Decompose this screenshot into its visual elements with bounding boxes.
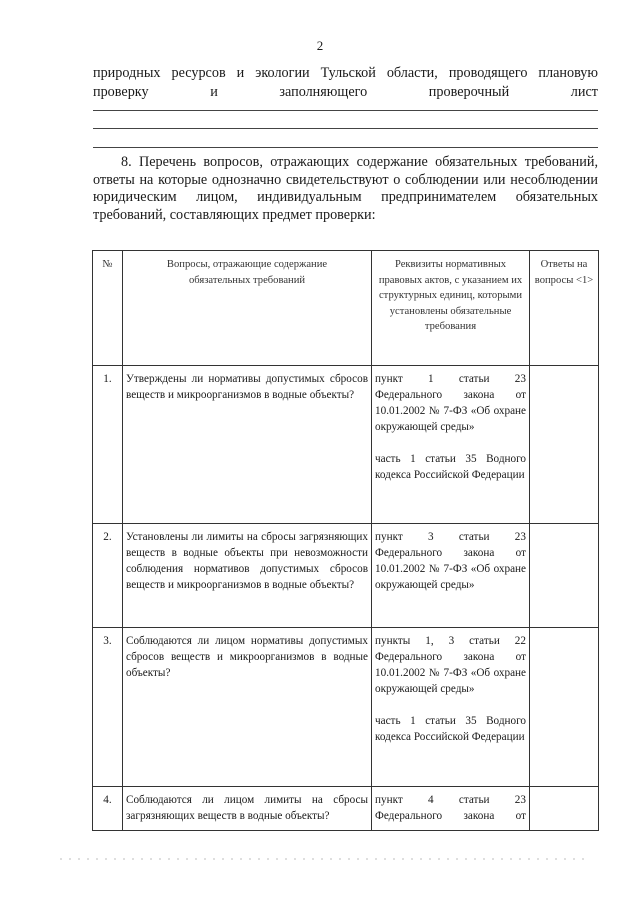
header-requisites: Реквизиты нормативных правовых актов, с указанием их структурных единиц, которыми установлены обязательные требования	[372, 251, 530, 366]
row-number: 3.	[93, 628, 123, 787]
requirements-table	[92, 250, 599, 831]
row-requisites	[372, 787, 530, 831]
table-row	[93, 524, 599, 628]
intro-word: заполняющего	[279, 84, 368, 100]
table-header-row	[93, 251, 599, 366]
requisite-ref: пункт 3 статьи 23 Федерального закона от 10.01.2002 № 7-ФЗ «Об охране окружающей среды»	[375, 531, 526, 591]
header-question: Вопросы, отражающие содержание обязательных требований	[123, 251, 372, 366]
page-number: 2	[316, 38, 324, 53]
row-question: Утверждены ли нормативы допустимых сбросов веществ и микроорганизмов в водные объекты?	[123, 366, 372, 524]
row-requisites	[372, 366, 530, 524]
row-number: 1.	[93, 366, 123, 524]
table-row	[93, 787, 599, 831]
row-answer-cell[interactable]	[530, 787, 599, 831]
requisite-ref: пункт 1 статьи 23 Федерального закона от 10.01.2002 № 7-ФЗ «Об охране окружающей среды»	[375, 373, 526, 433]
row-requisites	[372, 524, 530, 628]
row-number: 2.	[93, 524, 123, 628]
requisite-ref: пункт 4 статьи 23 Федерального закона от	[375, 794, 526, 822]
header-number: №	[93, 251, 123, 366]
row-answer-cell[interactable]	[530, 628, 599, 787]
row-question: Установлены ли лимиты на сбросы загрязняющих веществ в водные объекты при невозможности соблюдения нормативов допустимых сбросов веществ и микроорганизмов в водные объекты?	[123, 524, 372, 628]
intro-word: лист	[570, 84, 598, 100]
blank-fill-line	[93, 110, 598, 111]
intro-word: и	[210, 84, 218, 100]
requisite-ref: пункты 1, 3 статьи 22 Федерального закона от 10.01.2002 № 7-ФЗ «Об охране окружающей среды»	[375, 635, 526, 695]
blank-fill-line	[93, 128, 598, 129]
requisite-ref: часть 1 статьи 35 Водного кодекса Российской Федерации	[375, 715, 526, 743]
row-answer-cell[interactable]	[530, 366, 599, 524]
blank-fill-line	[93, 147, 598, 148]
row-question: Соблюдаются ли лицом нормативы допустимых сбросов веществ и микроорганизмов в водные объекты?	[123, 628, 372, 787]
row-answer-cell[interactable]	[530, 524, 599, 628]
scan-artifact-line	[60, 858, 590, 860]
section-8-paragraph: 8. Перечень вопросов, отражающих содержание обязательных требований, ответы на которые однозначно свидетельствуют о соблюдении или несоблюдении юридическим лицом, индивидуальным предпринимателем обязательных требований, составляющих предмет проверки:	[93, 154, 598, 223]
row-question: Соблюдаются ли лицом лимиты на сбросы загрязняющих веществ в водные объекты?	[123, 787, 372, 831]
header-answers: Ответы на вопросы <1>	[530, 251, 599, 366]
intro-line-1: природных ресурсов и экологии Тульской области, проводящего плановую	[93, 65, 598, 81]
intro-line-2	[93, 83, 598, 101]
intro-word: проверочный	[428, 84, 510, 100]
row-requisites	[372, 628, 530, 787]
row-number: 4.	[93, 787, 123, 831]
intro-word: проверку	[93, 84, 149, 100]
table-row	[93, 366, 599, 524]
table-row	[93, 628, 599, 787]
requisite-ref: часть 1 статьи 35 Водного кодекса Российской Федерации	[375, 453, 526, 481]
